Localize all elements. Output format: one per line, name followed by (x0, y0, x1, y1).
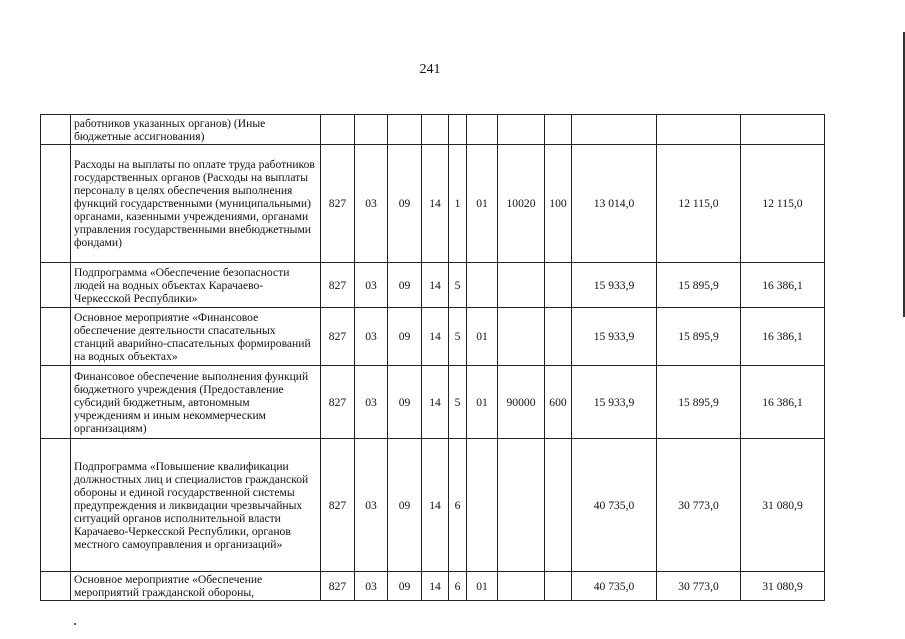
y2021-cell: 15 895,9 (657, 366, 741, 439)
expense-type-cell (545, 115, 572, 145)
row-number-cell (41, 439, 71, 572)
expense-name-cell: Основное мероприятие «Обеспечение мероприятий гражданской обороны, (71, 572, 321, 601)
section-cell: 03 (355, 572, 388, 601)
event-cell: 01 (467, 366, 498, 439)
expense-type-cell (545, 439, 572, 572)
direction-cell: 10020 (498, 145, 545, 263)
subsection-cell: 09 (388, 145, 422, 263)
subsection-cell: 09 (388, 263, 422, 308)
ministry-cell: 827 (321, 308, 355, 366)
direction-cell (498, 115, 545, 145)
ministry-cell: 827 (321, 439, 355, 572)
event-cell: 01 (467, 308, 498, 366)
y2022-cell (741, 115, 825, 145)
y2021-cell (657, 115, 741, 145)
expense-name-cell: работников указанных органов) (Иные бюджетные ассигнования) (71, 115, 321, 145)
table-row (41, 145, 825, 263)
program-cell: 14 (422, 366, 449, 439)
program-cell: 14 (422, 263, 449, 308)
y2021-cell: 30 773,0 (657, 572, 741, 601)
section-cell: 03 (355, 308, 388, 366)
subsection-cell: 09 (388, 439, 422, 572)
y2020-cell (572, 115, 657, 145)
expense-type-cell (545, 572, 572, 601)
program-cell (422, 115, 449, 145)
y2020-cell: 15 933,9 (572, 366, 657, 439)
row-number-cell (41, 115, 71, 145)
expense-type-cell: 100 (545, 145, 572, 263)
y2020-cell: 40 735,0 (572, 439, 657, 572)
section-cell: 03 (355, 366, 388, 439)
table-row (41, 366, 825, 439)
subprogram-cell: 5 (449, 366, 467, 439)
y2020-cell: 15 933,9 (572, 263, 657, 308)
row-number-cell (41, 263, 71, 308)
subprogram-cell: 6 (449, 572, 467, 601)
event-cell (467, 115, 498, 145)
subprogram-cell: 6 (449, 439, 467, 572)
row-number-cell (41, 145, 71, 263)
scan-speck (74, 623, 76, 625)
y2022-cell: 12 115,0 (741, 145, 825, 263)
table-row (41, 572, 825, 601)
program-cell: 14 (422, 439, 449, 572)
y2022-cell: 16 386,1 (741, 263, 825, 308)
expense-name-cell: Подпрограмма «Повышение квалификации должностных лиц и специалистов гражданской обороны и единой государственной системы предупреждения и ликвидации чрезвычайных ситуаций органов исполнительной власти Карачаево-Черкесской Республики, органов местного самоуправления и организаций» (71, 439, 321, 572)
event-cell: 01 (467, 145, 498, 263)
ministry-cell: 827 (321, 366, 355, 439)
direction-cell: 90000 (498, 366, 545, 439)
y2022-cell: 31 080,9 (741, 439, 825, 572)
y2021-cell: 12 115,0 (657, 145, 741, 263)
section-cell: 03 (355, 145, 388, 263)
program-cell: 14 (422, 572, 449, 601)
ministry-cell: 827 (321, 145, 355, 263)
row-number-cell (41, 366, 71, 439)
expense-name-cell: Финансовое обеспечение выполнения функций бюджетного учреждения (Предоставление субсидий бюджетным, автономным учреждениям и иным некоммерческим организациям) (71, 366, 321, 439)
y2020-cell: 15 933,9 (572, 308, 657, 366)
y2022-cell: 31 080,9 (741, 572, 825, 601)
table-row (41, 115, 825, 145)
table-row (41, 308, 825, 366)
direction-cell (498, 263, 545, 308)
ministry-cell (321, 115, 355, 145)
subprogram-cell: 1 (449, 145, 467, 263)
y2022-cell: 16 386,1 (741, 366, 825, 439)
expense-name-cell: Подпрограмма «Обеспечение безопасности людей на водных объектах Карачаево-Черкесской Республики» (71, 263, 321, 308)
expense-name-cell: Расходы на выплаты по оплате труда работников государственных органов (Расходы на выплаты персоналу в целях обеспечения выполнения функций государственными (муниципальными) органами, казенными учреждениями, органами управления государственными внебюджетными фондами) (71, 145, 321, 263)
subsection-cell: 09 (388, 366, 422, 439)
direction-cell (498, 308, 545, 366)
subsection-cell: 09 (388, 308, 422, 366)
subsection-cell (388, 115, 422, 145)
event-cell (467, 439, 498, 572)
subprogram-cell (449, 115, 467, 145)
y2022-cell: 16 386,1 (741, 308, 825, 366)
direction-cell (498, 572, 545, 601)
row-number-cell (41, 572, 71, 601)
section-cell (355, 115, 388, 145)
ministry-cell: 827 (321, 572, 355, 601)
expense-type-cell (545, 308, 572, 366)
program-cell: 14 (422, 308, 449, 366)
table-row (41, 439, 825, 572)
page-number: 241 (419, 62, 441, 77)
event-cell (467, 263, 498, 308)
event-cell: 01 (467, 572, 498, 601)
subprogram-cell: 5 (449, 308, 467, 366)
section-cell: 03 (355, 263, 388, 308)
subprogram-cell: 5 (449, 263, 467, 308)
row-number-cell (41, 308, 71, 366)
budget-table (40, 114, 825, 601)
y2021-cell: 15 895,9 (657, 308, 741, 366)
y2020-cell: 13 014,0 (572, 145, 657, 263)
section-cell: 03 (355, 439, 388, 572)
expense-type-cell: 600 (545, 366, 572, 439)
program-cell: 14 (422, 145, 449, 263)
table-row (41, 263, 825, 308)
direction-cell (498, 439, 545, 572)
y2021-cell: 30 773,0 (657, 439, 741, 572)
y2021-cell: 15 895,9 (657, 263, 741, 308)
ministry-cell: 827 (321, 263, 355, 308)
y2020-cell: 40 735,0 (572, 572, 657, 601)
expense-type-cell (545, 263, 572, 308)
subsection-cell: 09 (388, 572, 422, 601)
expense-name-cell: Основное мероприятие «Финансовое обеспечение деятельности спасательных станций аварийно-спасательных формирований на водных объектах» (71, 308, 321, 366)
